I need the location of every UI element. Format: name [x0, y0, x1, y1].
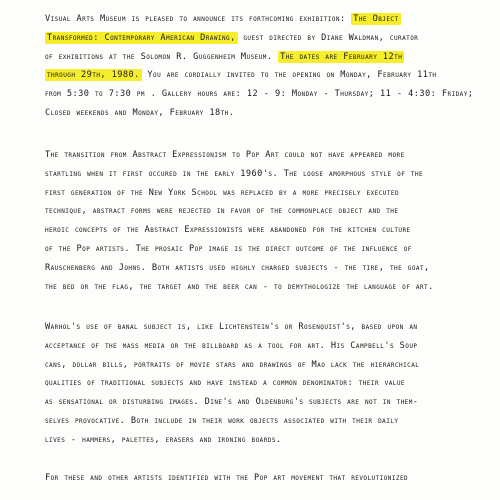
highlighted-text: The dates are February 12th [280, 51, 403, 62]
highlighted-text: The Object [353, 14, 399, 24]
line-text: startling when it first occured in the early 1960's. The loose amorphous style of the [45, 168, 424, 179]
line-text: the bed or the flag, the target and the beer can - to demythologize the language of art. [45, 281, 434, 292]
line-text: The transition from Abstract Expressionism to Pop Art could not have appeared more [45, 150, 405, 160]
text-line [45, 393, 475, 412]
line-text: of the Pop artists. The prosaic Pop image is the direct outcome of the influence of [45, 243, 412, 254]
text-line [45, 412, 475, 431]
line-text: lives - hammers, palettes, erasers and ironing boards. [45, 434, 282, 445]
text-line [45, 66, 475, 85]
closing-paragraph [45, 469, 475, 488]
highlighted-text: through 29th, 1980. [47, 70, 140, 81]
text-line [45, 10, 475, 29]
line-text: Warhol's use of banal subject is, like Lichtenstein's or Rosenquist's, based upon an [45, 322, 418, 332]
text-line [45, 221, 475, 240]
highlighted-text: Transformed: Contemporary American Drawing, [47, 32, 236, 43]
line-text: heroic concepts of the Abstract Expressionists were abandoned for the kitchen culture [45, 225, 411, 236]
line-text: Rauschenberg and Johns. Both artists used highly charged subjects - the tire, the goat, [45, 262, 430, 273]
text-line [45, 318, 475, 337]
text-line [45, 165, 475, 184]
line-text: as sensational or disturbing images. Dine's and Oldenburg's subjects are not in them- [45, 397, 419, 408]
line-text: first generation of the New York School was replaced by a more precisely executed [45, 187, 400, 198]
line-text: You are cordially invited to the opening on Monday, February 11th [141, 70, 437, 81]
text-line [45, 48, 475, 67]
line-text: of exhibitions at the Solomon R. Guggenheim Museum. [45, 51, 279, 62]
text-line [45, 240, 475, 259]
line-text: acceptance of the mass media or the billboard as a tool for art. His Campbell's Soup [45, 340, 418, 351]
line-text: For these and other artists identified with the Pop art movement that revolutionized [45, 473, 409, 483]
text-line [45, 85, 475, 104]
text-line [45, 184, 475, 203]
text-line [45, 104, 475, 123]
line-text: technique, abstract forms were rejected in favor of the commonplace object and the [45, 206, 399, 217]
warhol-paragraph [45, 318, 475, 450]
text-line [45, 29, 475, 48]
text-line [45, 374, 475, 393]
text-line [45, 202, 475, 221]
pop-art-transition-paragraph [45, 146, 475, 296]
line-text: qualities of traditional subjects and have instead a common denominator: their value [45, 378, 405, 389]
text-line [45, 337, 475, 356]
line-text: Closed weekends and Monday, February 18th. [45, 107, 235, 118]
text-line [45, 278, 475, 297]
text-line [45, 356, 475, 375]
line-text: selves provocative. Both include in their work objects associated with their daily [45, 415, 399, 426]
line-text: Visual Arts Museum is pleased to announce its forthcoming exhibition: [45, 14, 352, 24]
line-text: cans, dollar bills, portraits of movie stars and drawings of Mao lack the hierarchical [45, 359, 420, 370]
text-line [45, 431, 475, 450]
text-line [45, 146, 475, 165]
announcement-paragraph [45, 10, 475, 123]
text-line [45, 259, 475, 278]
line-text: guest directed by Diane Waldman, curator [237, 32, 419, 43]
text-line [45, 469, 475, 488]
line-text: from 5:30 to 7:30 pm . Gallery hours are: 12 - 9: Monday - Thursday; 11 - 4:30: Friday; [45, 89, 474, 100]
